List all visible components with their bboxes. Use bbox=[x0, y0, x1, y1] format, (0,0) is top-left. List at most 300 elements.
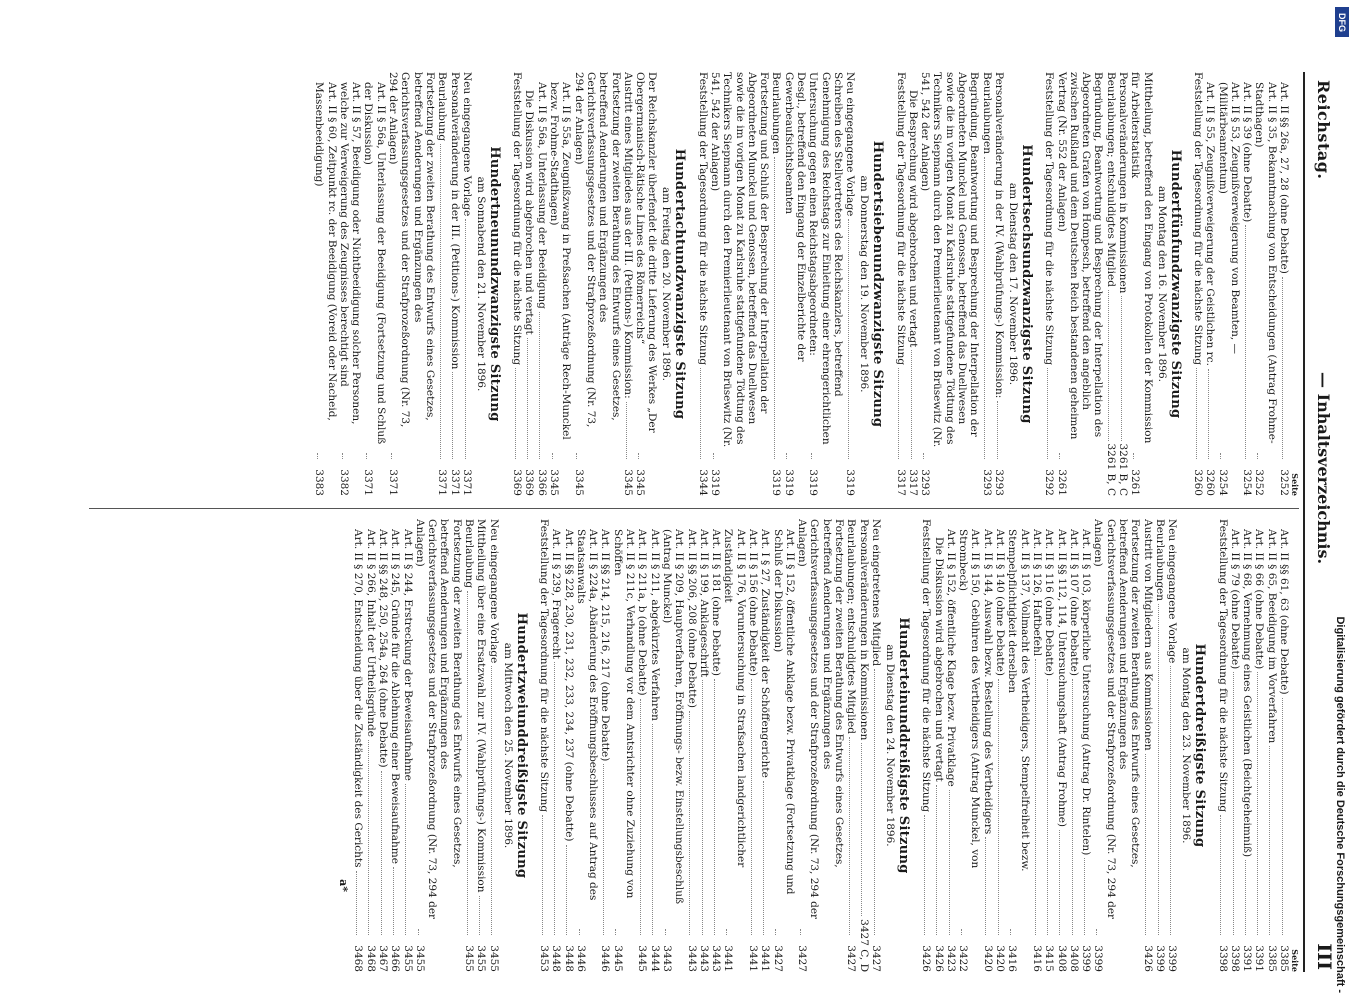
dot-leader bbox=[1282, 277, 1283, 459]
toc-entry bbox=[844, 72, 856, 496]
entry-page: 3408 bbox=[1067, 945, 1080, 972]
entry-page: 3317 bbox=[894, 469, 907, 496]
entry-page: 3398 bbox=[1228, 945, 1241, 972]
toc-entry bbox=[550, 519, 562, 972]
entry-page: 3319 bbox=[807, 469, 820, 496]
entry-text: Art. II § 56a, Unterlassung der Beeidigung bbox=[535, 82, 548, 309]
session-date: am Dienstag den 17. November 1896. bbox=[1006, 182, 1019, 386]
session-date: am Mittwoch den 25. November 1896. bbox=[501, 642, 514, 849]
entry-page: 3261 bbox=[1129, 469, 1142, 496]
session-block bbox=[920, 519, 1207, 972]
entry-page: 3369 bbox=[511, 469, 524, 496]
toc-entry bbox=[448, 72, 460, 496]
entry-page: 3427 bbox=[796, 945, 809, 972]
session-date: am Montag den 23. November 1896. bbox=[1180, 647, 1193, 844]
toc-entry bbox=[661, 519, 686, 972]
dot-leader bbox=[1047, 679, 1048, 935]
toc-entry bbox=[1192, 72, 1204, 496]
dot-leader bbox=[368, 740, 369, 935]
toc-entry bbox=[648, 519, 660, 972]
entry-page: 3261 bbox=[1055, 469, 1068, 496]
entry-text: Art. II § 156 (ohne Debatte) bbox=[747, 529, 760, 676]
entry-text: Beurlaubungen bbox=[980, 72, 993, 155]
entry-text: Begründung, Beantwortung und Besprechung der Interpellation des Abgeordneten Grafen von Hompesch, betreffend den angeblich zwischen Rußland und dem Deutschen Reich bestandenen geheimen Vertrag (Nr. 552 der Anlagen) bbox=[1055, 72, 1105, 440]
toc-entry bbox=[1031, 519, 1043, 972]
toc-entry bbox=[387, 72, 436, 496]
left-column bbox=[313, 72, 1299, 496]
entry-page: 3399 bbox=[1153, 945, 1166, 972]
dot-leader bbox=[640, 699, 641, 935]
entry-text: Art. II § 199, Anklageschrift bbox=[697, 529, 710, 678]
toc-entry bbox=[807, 72, 844, 496]
entry-text: Art. I § 27, Zuständigkeit der Schöffengerichte bbox=[759, 529, 772, 778]
session-block bbox=[696, 72, 885, 496]
entry-text: Art. II §§ 26a, 27, 28 (ohne Debatte) bbox=[1278, 82, 1290, 274]
toc-entry bbox=[475, 519, 487, 972]
entry-text: Feststellung der Tagesordnung für die nächste Sitzung bbox=[894, 72, 907, 366]
entry-text: Desgl., betreffend den Eingang der Einzelberichte der Gewerbeaufsichtsbeamten bbox=[782, 72, 808, 362]
dot-leader bbox=[1145, 754, 1146, 935]
toc-entry bbox=[685, 519, 697, 972]
entry-page: 3427 C, D bbox=[857, 919, 870, 972]
toc-entry bbox=[932, 519, 944, 972]
dot-leader bbox=[787, 453, 788, 459]
seite-label: Seite bbox=[1290, 949, 1300, 972]
toc-entry bbox=[611, 519, 636, 972]
entry-page: 3448 bbox=[550, 945, 563, 972]
dot-leader bbox=[356, 871, 357, 935]
toc-entry bbox=[907, 72, 919, 496]
entry-page: 3385 bbox=[1278, 945, 1290, 972]
toc-entry bbox=[511, 72, 523, 496]
dot-leader bbox=[848, 219, 849, 459]
toc-entry bbox=[313, 72, 338, 496]
toc-entry bbox=[1043, 519, 1055, 972]
toc-entry bbox=[796, 519, 845, 972]
toc-entry bbox=[1006, 519, 1031, 972]
dot-leader bbox=[1196, 368, 1197, 459]
entry-page: 3344 bbox=[696, 469, 709, 496]
dot-leader bbox=[418, 929, 419, 935]
entry-text: Art. II § 39 (ohne Debatte) bbox=[1241, 82, 1254, 223]
dot-leader bbox=[1047, 368, 1048, 459]
session-date: am Sonnabend den 21. November 1896. bbox=[474, 176, 487, 392]
toc-entry bbox=[1216, 72, 1241, 496]
column-divider bbox=[89, 508, 1299, 509]
session-block bbox=[352, 519, 529, 972]
entry-page: 3371 bbox=[436, 469, 449, 496]
entry-text: Fortsetzung der zweiten Berathung des Entwurfs eines Gesetzes, betreffend Aenderungen und Ergänzungen des Gerichtsverfassungsgesetzes und der Strafprozeßordnung (Nr. 73, 294 der Anlagen) bbox=[387, 72, 436, 428]
entry-text: Art. II § 103, körperliche Untersuchung (Antrag Dr. Rintelen) bbox=[1080, 529, 1093, 856]
entry-text: Art. II § 152, öffentliche Klage bezw. Privatklage bbox=[944, 529, 957, 787]
dot-leader bbox=[1257, 672, 1258, 935]
entry-page: 3260 bbox=[1191, 469, 1204, 496]
toc-entry bbox=[1253, 519, 1265, 972]
dot-leader bbox=[452, 372, 453, 459]
entry-page: 3426 bbox=[932, 945, 945, 972]
entry-text: Der Reichskanzler überfendet die dritte Lieferung des Werkes „Der Obergermanisch-Rätische Limes des Römerreichs“ bbox=[634, 72, 659, 433]
dot-leader bbox=[515, 368, 516, 459]
entry-page: 3455 bbox=[401, 945, 414, 972]
session-date: am Freitag den 20. November 1896. bbox=[660, 186, 673, 381]
entry-page: 3319 bbox=[770, 469, 783, 496]
dot-leader bbox=[554, 662, 555, 935]
toc-entry bbox=[572, 72, 621, 496]
entry-page: 3399 bbox=[1166, 945, 1179, 972]
entry-text: Art. II § 137, Vollmacht des Vertheidigers, Stempelfreiheit bezw. Stempelpflichtigkeit derselben bbox=[1006, 529, 1031, 872]
dot-leader bbox=[997, 401, 998, 459]
entry-page: 3371 bbox=[387, 469, 400, 496]
session-title: Hundertsechsundzwanzigste Sitzung bbox=[1018, 144, 1034, 424]
dot-leader bbox=[700, 368, 701, 459]
entry-text: Beurlaubungen bbox=[1153, 519, 1166, 602]
entry-page: 3453 bbox=[537, 945, 550, 972]
toc-entry bbox=[352, 519, 364, 972]
entry-text: Personalveränderung in der III. (Petitions-) Kommission bbox=[448, 72, 461, 370]
entry-page: 3448 bbox=[562, 945, 575, 972]
dot-leader bbox=[527, 338, 528, 459]
toc-entry bbox=[919, 72, 980, 496]
entry-page: 3371 bbox=[448, 469, 461, 496]
dot-leader bbox=[317, 453, 318, 459]
entry-text: Neu eingegangene Vorlage bbox=[487, 519, 500, 664]
toc-entry bbox=[1129, 72, 1154, 496]
dot-leader bbox=[726, 929, 727, 935]
entry-text: Art. II § 211c, Verhandlung vor dem Amtsrichter ohne Zuziehung von Schöffen bbox=[611, 529, 637, 899]
toc-entry bbox=[1278, 519, 1290, 972]
toc-entry bbox=[722, 519, 747, 972]
entry-text: Art. II § 144, Auswahl bezw. Bestellung des Vertheidigers bbox=[981, 529, 994, 835]
entry-page: 3468 bbox=[364, 945, 377, 972]
entry-text: Art. II § 239, Fragerecht bbox=[550, 529, 563, 660]
dfg-logo: DFG bbox=[1335, 7, 1349, 37]
dot-leader bbox=[1245, 225, 1246, 459]
entry-page: 3261 B, C bbox=[1104, 443, 1117, 496]
dot-leader bbox=[576, 453, 577, 459]
entry-text: Art. II § 55, Zeugnißverweigerung der Geistlichen rc. bbox=[1204, 82, 1217, 366]
dot-leader bbox=[800, 929, 801, 935]
entry-page: 3427 bbox=[845, 945, 858, 972]
dot-leader bbox=[467, 591, 468, 935]
dot-leader bbox=[652, 724, 653, 935]
session-title: Hundertzweiunddreißigste Sitzung bbox=[513, 612, 529, 879]
toc-entry bbox=[1092, 519, 1141, 972]
entry-text: Art. II § 79 (ohne Debatte) bbox=[1228, 529, 1241, 670]
entry-page: 3426 bbox=[920, 945, 933, 972]
entry-text: Feststellung der Tagesordnung für die nächste Sitzung bbox=[1216, 519, 1229, 813]
entry-text: Art. II §§ 206, 208 (ohne Debatte) bbox=[685, 529, 698, 708]
dot-leader bbox=[1245, 860, 1246, 935]
toc-entry bbox=[487, 519, 499, 972]
entry-page: 3415 bbox=[1043, 945, 1056, 972]
entry-text: Feststellung der Tagesordnung für die nächste Sitzung bbox=[696, 72, 709, 366]
entry-page: 3416 bbox=[1006, 945, 1019, 972]
entry-page: 3382 bbox=[337, 469, 350, 496]
entry-text: Mittheilung über eine Ersatzwahl zur IV. (Wahlprüfungs-) Kommission bbox=[475, 519, 488, 893]
entry-page: 3446 bbox=[599, 945, 612, 972]
entry-text: Art. II §§ 228, 230, 231, 232, 233, 234, 237 (ohne Debatte) bbox=[562, 529, 575, 842]
session-block bbox=[538, 519, 911, 972]
toc-entry bbox=[414, 519, 463, 972]
toc-entry bbox=[1055, 519, 1067, 972]
entry-page: 3422 bbox=[957, 945, 970, 972]
toc-entry bbox=[857, 519, 869, 972]
toc-entry bbox=[1104, 72, 1116, 496]
dot-leader bbox=[911, 350, 912, 459]
dot-leader bbox=[1269, 746, 1270, 935]
toc-entry bbox=[1055, 72, 1104, 496]
dot-leader bbox=[579, 929, 580, 935]
entry-page: 3455 bbox=[413, 945, 426, 972]
entry-text: Neu eingetretenes Mitglied bbox=[869, 519, 882, 667]
toc-entry bbox=[870, 519, 882, 972]
toc-entry bbox=[389, 519, 401, 972]
entry-text: Art. II § 107 (ohne Debatte) bbox=[1067, 529, 1080, 676]
dot-leader bbox=[665, 929, 666, 935]
toc-entry bbox=[920, 519, 932, 972]
dot-leader bbox=[751, 679, 752, 935]
dot-leader bbox=[542, 815, 543, 935]
dot-leader bbox=[479, 896, 480, 935]
dot-leader bbox=[1072, 679, 1073, 935]
session-title: Hundertneunundzwanzigste Sitzung bbox=[486, 146, 502, 422]
entry-page: 3399 bbox=[1092, 945, 1105, 972]
dot-leader bbox=[405, 784, 406, 935]
entry-page: 3446 bbox=[574, 945, 587, 972]
toc-page bbox=[73, 72, 1335, 972]
entry-text: Art. II § 116 (ohne Debatte) bbox=[1043, 529, 1056, 676]
toc-entry bbox=[1141, 519, 1153, 972]
entry-page: 3443 bbox=[697, 945, 710, 972]
dot-leader bbox=[1059, 453, 1060, 459]
entry-page: 3383 bbox=[313, 469, 326, 496]
toc-entry bbox=[957, 519, 982, 972]
toc-entry bbox=[771, 519, 796, 972]
dot-leader bbox=[381, 771, 382, 935]
toc-entry bbox=[1229, 519, 1241, 972]
dot-leader bbox=[465, 219, 466, 459]
session-date: am Montag den 16. November 1896. bbox=[1155, 186, 1168, 382]
entry-text: Art. II § 55a, Zeugnißzwang in Preßsachen (Anträge Rech-Munckel bezw. Frohme-Stadthagen) bbox=[548, 82, 573, 440]
entry-text: Art. II § 245, Gründe für die Ablehnung einer Beweisaufnahme bbox=[389, 529, 402, 864]
entry-text: Die Diskussion wird abgebrochen und vertagt bbox=[932, 537, 945, 782]
entry-text: Die Diskussion wird abgebrochen und vertagt bbox=[523, 90, 536, 335]
entry-page: 3391 bbox=[1253, 945, 1266, 972]
entry-text: Mittheilung, betreffend den Eingang von Protokollen der Kommission für Arbeiterstatistik bbox=[1129, 72, 1154, 444]
dot-leader bbox=[1096, 929, 1097, 935]
dot-leader bbox=[774, 157, 775, 459]
dot-leader bbox=[615, 929, 616, 935]
dot-leader bbox=[874, 669, 875, 935]
dot-leader bbox=[936, 785, 937, 935]
entry-page: 3423 bbox=[944, 945, 957, 972]
entry-text: Art. II § 176, Voruntersuchung in Strafsachen landgerichtlicher Zuständigkeit bbox=[722, 529, 747, 868]
entry-text: Neu eingegangene Vorlage bbox=[844, 72, 857, 217]
entry-text: Personalveränderungen in Kommissionen bbox=[857, 519, 870, 741]
entry-page: 3293 bbox=[919, 469, 932, 496]
entry-page: 3293 bbox=[980, 469, 993, 496]
toc-entry bbox=[1278, 72, 1290, 496]
entry-page: 3319 bbox=[782, 469, 795, 496]
entry-page: 3399 bbox=[1080, 945, 1093, 972]
toc-entry bbox=[945, 519, 957, 972]
entry-text: Art. II § 209, Hauptverfahren, Eröffnungs- bezw. Einstellungsbeschluß (Antrag Munckel) bbox=[660, 529, 686, 904]
entry-text: Art. II § 35, Bekanntmachung von Entscheidungen (Antrag Frohme-Stadthagen) bbox=[1253, 82, 1278, 444]
entry-text: Art. II § 266, Inhalt der Urtheilsgründe bbox=[364, 529, 377, 737]
entry-page: 3420 bbox=[981, 945, 994, 972]
dot-leader bbox=[714, 679, 715, 935]
session-title: Hundertachtundzwanzigste Sitzung bbox=[672, 148, 688, 420]
dot-leader bbox=[898, 368, 899, 459]
entry-text: Feststellung der Tagesordnung für die nächste Sitzung bbox=[1043, 72, 1056, 366]
dot-leader bbox=[626, 402, 627, 459]
toc-entry bbox=[994, 519, 1006, 972]
session-block bbox=[511, 72, 688, 496]
toc-entry bbox=[981, 519, 993, 972]
entry-text: Art. II § 53, Zeugnißverweigerung von Beamten, — (Militärbeamtentum) bbox=[1216, 82, 1241, 355]
entry-text: Austritt eines Mitgliedes aus der III. (Petitions-) Kommission: bbox=[621, 72, 634, 399]
entry-text: Feststellung der Tagesordnung für die nächste Sitzung bbox=[511, 72, 524, 366]
dot-leader bbox=[811, 453, 812, 459]
entry-page: 3420 bbox=[994, 945, 1007, 972]
entry-page: 3443 bbox=[710, 945, 723, 972]
right-column bbox=[337, 519, 1299, 972]
dot-leader bbox=[1233, 672, 1234, 935]
entry-text: Art. II §§ 112, 114, Untersuchungshaft (Antrag Frohme) bbox=[1055, 529, 1068, 828]
entry-page: 3391 bbox=[1241, 945, 1254, 972]
toc-entry bbox=[696, 72, 708, 496]
session-block bbox=[1043, 72, 1183, 496]
toc-entry bbox=[1068, 519, 1080, 972]
entry-text: Art. II § 56a, Unterlassung der Beeidigung (Fortsetzung und Schluß der Diskussion) bbox=[362, 82, 387, 445]
session-title: Hundertfünfundzwanzigste Sitzung bbox=[1167, 149, 1183, 419]
entry-text: Fortsetzung der zweiten Berathung des Entwurfs eines Gesetzes, betreffend Aenderungen und Ergänzungen des Gerichtsverfassungsgesetzes und der Strafprozeßordnung (Nr. 73, 294 der Anlagen) bbox=[796, 519, 846, 920]
dot-leader bbox=[763, 781, 764, 935]
dot-leader bbox=[984, 157, 985, 459]
toc-entry bbox=[1166, 519, 1178, 972]
dot-leader bbox=[1035, 659, 1036, 935]
entry-text: Art. II § 60, Zeitpunkt rc. der Beeidigung (Voreid oder Nacheid, Massenbeeidigung) bbox=[313, 82, 338, 421]
toc-entry bbox=[548, 72, 573, 496]
toc-entry bbox=[710, 519, 722, 972]
entry-page: 3443 bbox=[660, 945, 673, 972]
entry-page: 3371 bbox=[362, 469, 375, 496]
toc-entry bbox=[1043, 72, 1055, 496]
page-number: III bbox=[1313, 943, 1335, 970]
entry-text: Art. II § 140 (ohne Debatte) bbox=[994, 529, 1007, 676]
toc-entry bbox=[759, 519, 771, 972]
toc-entry bbox=[980, 72, 992, 496]
toc-entry bbox=[634, 72, 659, 496]
entry-page: 3455 bbox=[463, 945, 476, 972]
toc-entry bbox=[783, 72, 808, 496]
entry-page: 3371 bbox=[460, 469, 473, 496]
dot-leader bbox=[689, 711, 690, 935]
entry-page: 3292 bbox=[1043, 469, 1056, 496]
toc-entry bbox=[1241, 72, 1253, 496]
entry-page: 3427 bbox=[771, 945, 784, 972]
entry-page: 3426 bbox=[1141, 945, 1154, 972]
dot-leader bbox=[924, 815, 925, 935]
dot-leader bbox=[440, 144, 441, 459]
entry-text: Neu eingegangene Vorlage bbox=[460, 72, 473, 217]
entry-text: Art. II § 181 (ohne Debatte) bbox=[710, 529, 723, 676]
dot-leader bbox=[702, 680, 703, 935]
entry-page: 3254 bbox=[1216, 469, 1229, 496]
toc-entry bbox=[599, 519, 611, 972]
entry-page: 3444 bbox=[648, 945, 661, 972]
toc-entry bbox=[362, 72, 387, 496]
dot-leader bbox=[566, 845, 567, 935]
header-section: Inhaltsverzeichnis. bbox=[1314, 393, 1333, 565]
seite-label: Seite bbox=[1290, 473, 1300, 496]
entry-text: Neu eingegangene Vorlage bbox=[1166, 519, 1179, 664]
entry-text: Art. II § 150, Gebühren des Vertheidigers (Antrag Munckel, von Strombeck) bbox=[957, 529, 982, 869]
entry-page: 3252 bbox=[1253, 469, 1266, 496]
dot-leader bbox=[1220, 815, 1221, 935]
entry-text: Beurlaubungen; entschuldigtes Mitglied bbox=[1104, 72, 1117, 287]
entry-text: Art. II § 126, Haftbefehl bbox=[1030, 529, 1043, 657]
dot-leader bbox=[985, 837, 986, 935]
entry-text: Fortsetzung der zweiten Berathung des Entwurfs eines Gesetzes, betreffend Aenderungen und Ergänzungen des Gerichtsverfassungsgesetzes und der Strafprozeßordnung (Nr. 73, 294 der Anlagen) bbox=[1092, 519, 1142, 920]
entry-text: Fortsetzung und Schluß der Besprechung der Interpellation der Abgeordneten Munckel und Genossen, betreffend das Duellwesen sowie die im vorigen Monat zu Karlsruhe stattgefundene Tödtung des Technikers Siepmann durch den Premierlieutenant von Brüsewitz (Nr. 541, 542 der Anlagen) bbox=[709, 72, 771, 448]
toc-entry bbox=[338, 72, 363, 496]
entry-page: 3317 bbox=[906, 469, 919, 496]
toc-entry bbox=[364, 519, 376, 972]
entry-text: Fortsetzung der zweiten Berathung des Entwurfs eines Gesetzes, betreffend Aenderungen und Ergänzungen des Gerichtsverfassungsgesetzes und der Strafprozeßordnung (Nr. 73, 294 der Anlagen) bbox=[572, 72, 622, 428]
entry-page: 3416 bbox=[1030, 945, 1043, 972]
entry-page: 3345 bbox=[634, 469, 647, 496]
entry-page: 3319 bbox=[709, 469, 722, 496]
header-dash: — bbox=[1314, 372, 1333, 388]
entry-text: Feststellung der Tagesordnung für die nächste Sitzung bbox=[920, 519, 933, 813]
toc-entry bbox=[562, 519, 574, 972]
session-date: am Dienstag den 24. November 1896. bbox=[883, 644, 896, 847]
entry-text: Feststellung der Tagesordnung für die nächste Sitzung bbox=[1191, 72, 1204, 366]
entry-text: Art. II § 57, Beeidigung oder Nichtbeeidigung solcher Personen, welche zur Verweigerung des Zeugnisses berechtigt sind bbox=[337, 82, 363, 425]
dot-leader bbox=[1208, 369, 1209, 459]
entry-page: 3252 bbox=[1278, 469, 1290, 496]
entry-text: Fortsetzung der zweiten Berathung des Entwurfs eines Gesetzes, betreffend Aenderungen und Ergänzungen des Gerichtsverfassungsgesetzes und der Strafprozeßordnung (Nr. 73, 294 der Anlagen) bbox=[413, 519, 463, 920]
entry-page: 3445 bbox=[636, 945, 649, 972]
toc-entry bbox=[463, 519, 475, 972]
entry-text: Art. II §§ 61, 63 (ohne Debatte) bbox=[1278, 529, 1290, 695]
session-block bbox=[313, 72, 502, 496]
dot-leader bbox=[366, 453, 367, 459]
toc-entry bbox=[636, 519, 648, 972]
dot-leader bbox=[861, 743, 862, 916]
entry-text: Begründung, Beantwortung und Besprechung der Interpellation der Abgeordneten Munckel und Genossen, betreffend das Duellwesen sowie die im vorigen Monat zu Karlsruhe stattgefundene Tödtung des Technikers Siepmann durch den Premierlieutenant von Brüsewitz (Nr. 541, 542 der Anlagen) bbox=[919, 72, 981, 448]
dot-leader bbox=[961, 929, 962, 935]
dot-leader bbox=[775, 929, 776, 935]
entry-page: 3319 bbox=[844, 469, 857, 496]
entry-text: Beurlaubungen; entschuldigtes Mitglied bbox=[845, 519, 858, 734]
toc-entry bbox=[401, 519, 413, 972]
toc-entry bbox=[377, 519, 389, 972]
entry-page: 3385 bbox=[1265, 945, 1278, 972]
toc-entry bbox=[1241, 519, 1253, 972]
dot-leader bbox=[603, 764, 604, 935]
session-title: Hundertdreißigste Sitzung bbox=[1192, 643, 1208, 848]
entry-text: Personalveränderung in der IV. (Wahlprüfungs-) Kommission: bbox=[992, 72, 1005, 399]
toc-entry bbox=[845, 519, 857, 972]
toc-entry bbox=[1154, 519, 1166, 972]
entry-text: Art. II § 270, Entscheidung über die Zuständigkeit des Gerichts bbox=[352, 529, 365, 868]
entry-page: 3366 bbox=[535, 469, 548, 496]
entry-page: 3398 bbox=[1216, 945, 1229, 972]
dot-leader bbox=[1158, 604, 1159, 935]
entry-text: Austritt von Mitgliedern aus Kommissionen bbox=[1141, 519, 1154, 751]
